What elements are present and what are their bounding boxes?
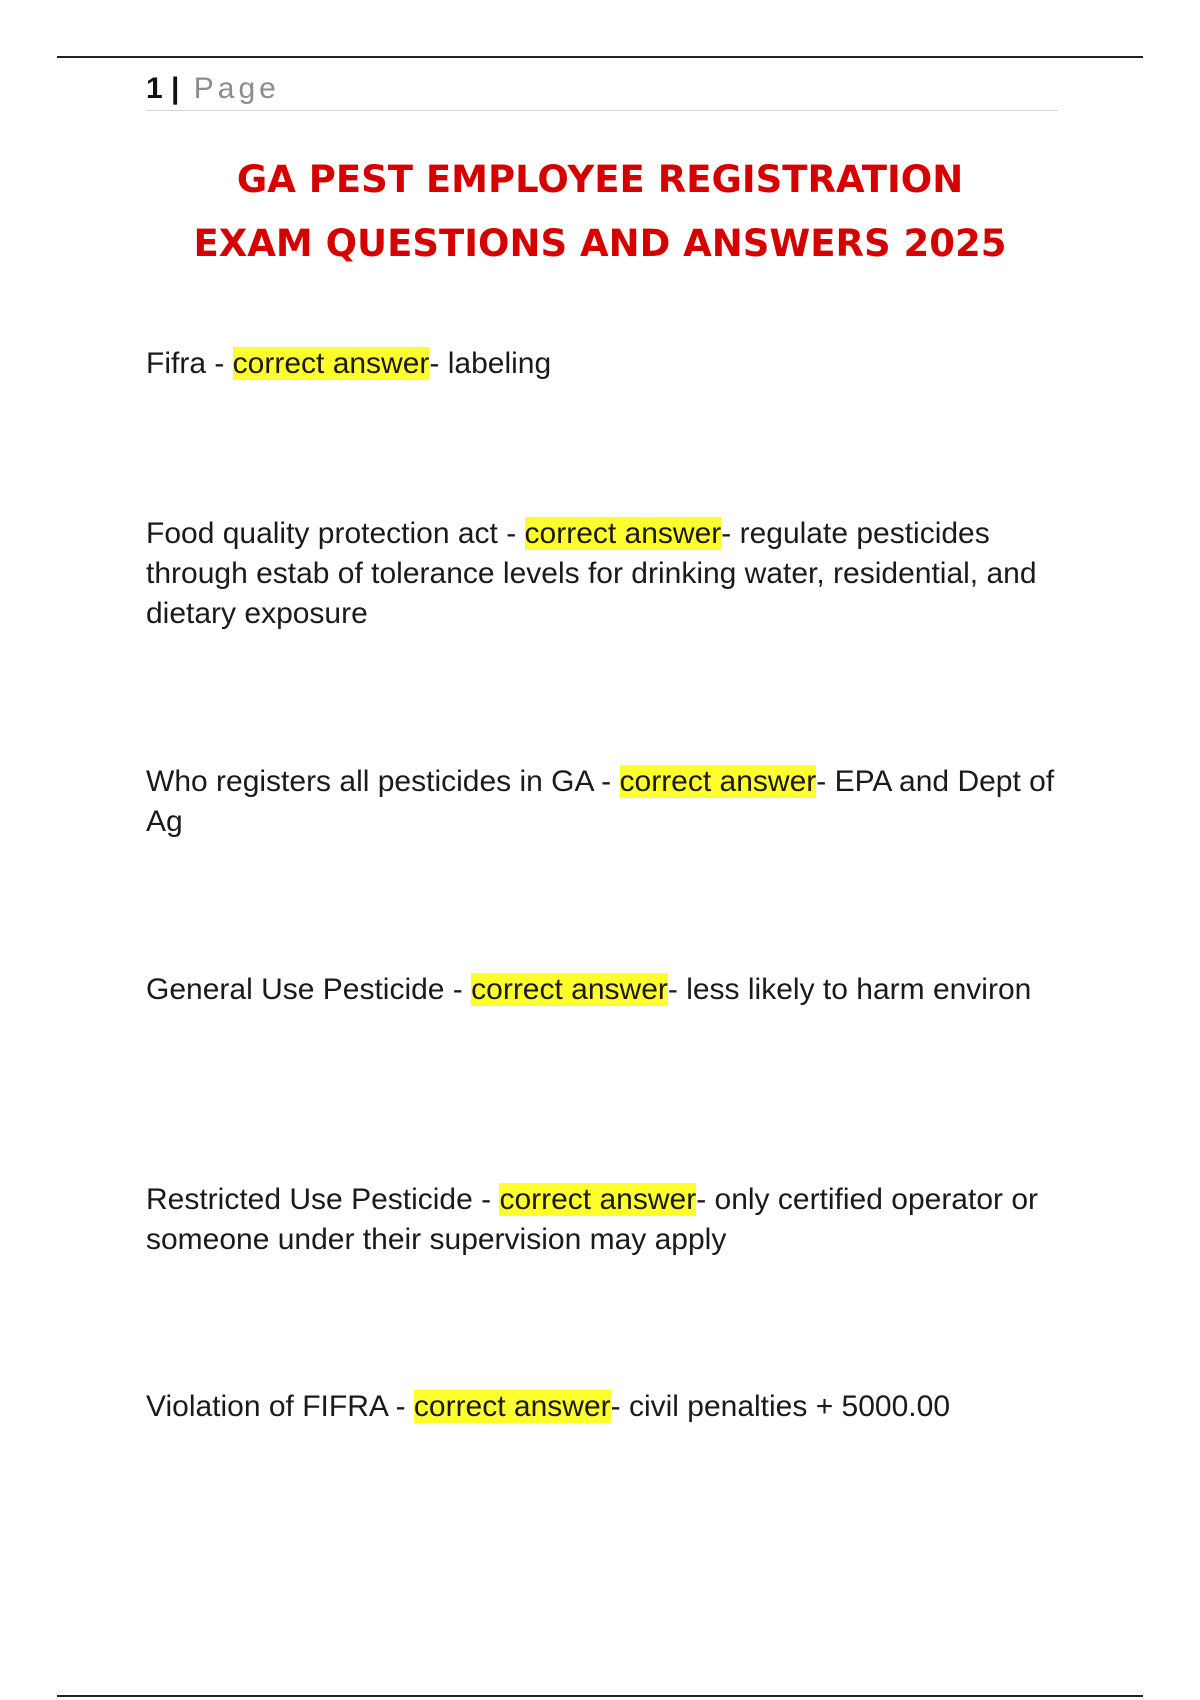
question-text: Food quality protection act - (146, 517, 525, 550)
bottom-rule (57, 1695, 1143, 1697)
answer-text: - regulate pesticides through estab of tolerance levels for drinking water, residential, and dietary exposure (146, 517, 1037, 630)
correct-answer-highlight: correct answer (619, 765, 817, 798)
qa-item-restricted-use-pesticide (146, 1180, 1076, 1260)
title-line-1: GA PEST EMPLOYEE REGISTRATION (236, 158, 964, 201)
qa-item-general-use-pesticide (146, 970, 1076, 1010)
answer-text: - civil penalties + 5000.00 (610, 1390, 950, 1423)
qa-item-who-registers-pesticides (146, 762, 1076, 842)
question-text: Fifra - (146, 347, 233, 380)
answer-text: - EPA and Dept of Ag (146, 765, 1055, 838)
page-number: 1 (146, 72, 163, 105)
correct-answer-highlight: correct answer (413, 1390, 611, 1423)
question-text: Restricted Use Pesticide - (146, 1183, 500, 1216)
page-label: Page (193, 72, 280, 105)
top-rule (57, 56, 1143, 58)
correct-answer-highlight: correct answer (232, 347, 430, 380)
document-title (100, 148, 1100, 276)
answer-text: - labeling (429, 347, 552, 380)
page-separator: | (171, 72, 180, 105)
correct-answer-highlight: correct answer (499, 1183, 697, 1216)
question-text: Who registers all pesticides in GA - (146, 765, 620, 798)
answer-text: - only certified operator or someone under their supervision may apply (146, 1183, 1039, 1256)
qa-item-violation-of-fifra (146, 1387, 1076, 1427)
answer-text: - less likely to harm environ (667, 973, 1032, 1006)
correct-answer-highlight: correct answer (471, 973, 668, 1006)
page-header (146, 68, 1058, 111)
correct-answer-highlight: correct answer (524, 517, 722, 550)
qa-item-fifra (146, 344, 1076, 384)
qa-item-food-quality-protection-act (146, 514, 1076, 634)
title-line-2: EXAM QUESTIONS AND ANSWERS 2025 (193, 222, 1007, 265)
question-text: Violation of FIFRA - (146, 1390, 414, 1423)
question-text: General Use Pesticide - (146, 973, 472, 1006)
